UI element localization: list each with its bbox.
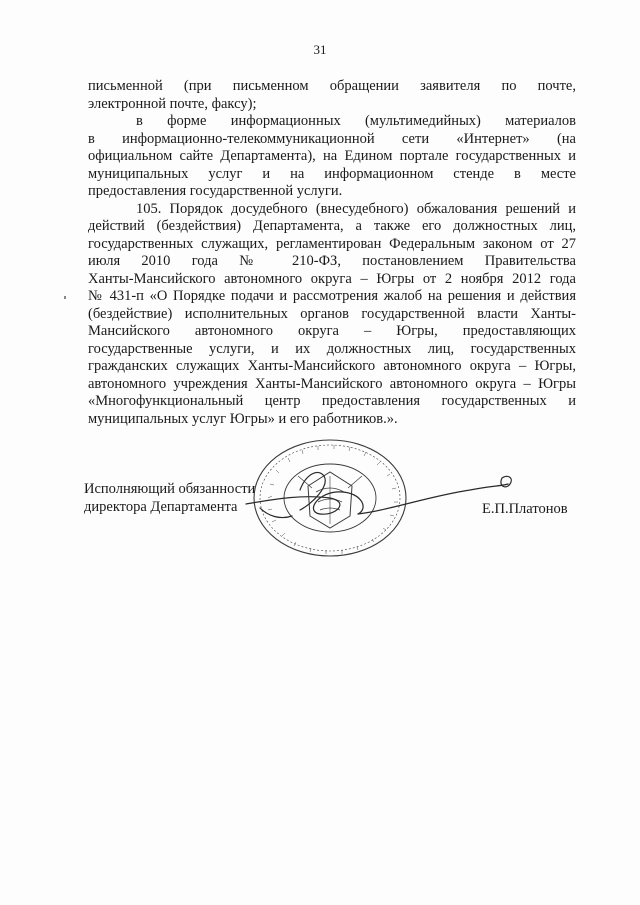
text-line: действий (бездействия) Департамента, а также его должностных лиц, <box>88 218 576 234</box>
text-line: государственных служащих, регламентирован Федеральным законом от 27 <box>88 235 576 252</box>
text-line: в форме информационных (мультимедийных) материалов <box>136 113 576 129</box>
text-line: (бездействие) исполнительных органов государственной власти Ханты- <box>88 305 576 322</box>
text-line: муниципальных услуг Югры» и его работников.». <box>88 410 398 427</box>
signature-block <box>84 480 584 560</box>
text-line: гражданских служащих Ханты-Мансийского автономного округа – Югры, <box>88 358 576 374</box>
text-line: письменной (при письменном обращении заявителя по почте, <box>88 78 576 94</box>
signatory-title-line: директора Департамента <box>84 499 238 515</box>
signatory-name: Е.П.Платонов <box>482 501 568 517</box>
text-line: муниципальных услуг и на информационном стенде в месте <box>88 165 576 182</box>
paragraph-multimedia <box>88 113 576 201</box>
text-line: автономного учреждения Ханты-Мансийского автономного округа – Югры <box>88 375 576 392</box>
text-line: «Многофункциональный центр предоставления государственных и <box>88 393 576 409</box>
text-line: государственные услуги, и их должностных лиц, государственных <box>88 340 576 357</box>
text-line: в информационно-телекоммуникационной сети «Интернет» (на <box>88 130 576 147</box>
page-number: 31 <box>313 42 327 57</box>
text-line: 105. Порядок досудебного (внесудебного) обжалования решений и <box>136 200 576 217</box>
text-line: № 431-п «О Порядке подачи и рассмотрения жалоб на решения и действия <box>88 288 576 304</box>
signatory-title <box>84 480 255 516</box>
document-body <box>88 78 576 428</box>
text-line: официальном сайте Департамента), на Едином портале государственных и <box>88 148 576 164</box>
text-line: Мансийского автономного округа – Югры, предоставляющих <box>88 323 576 339</box>
margin-mark <box>64 296 66 299</box>
text-line: предоставления государственной услуги. <box>88 183 343 199</box>
text-line: электронной почте, факсу); <box>88 95 257 112</box>
paragraph-105 <box>88 201 576 429</box>
text-line: июля 2010 года № 210-ФЗ, постановлением Правительства <box>88 253 576 269</box>
text-line: Ханты-Мансийского автономного округа – Югры от 2 ноября 2012 года <box>88 270 576 287</box>
signatory-title-line: Исполняющий обязанности <box>84 481 256 497</box>
paragraph-written-appeal <box>88 78 576 113</box>
